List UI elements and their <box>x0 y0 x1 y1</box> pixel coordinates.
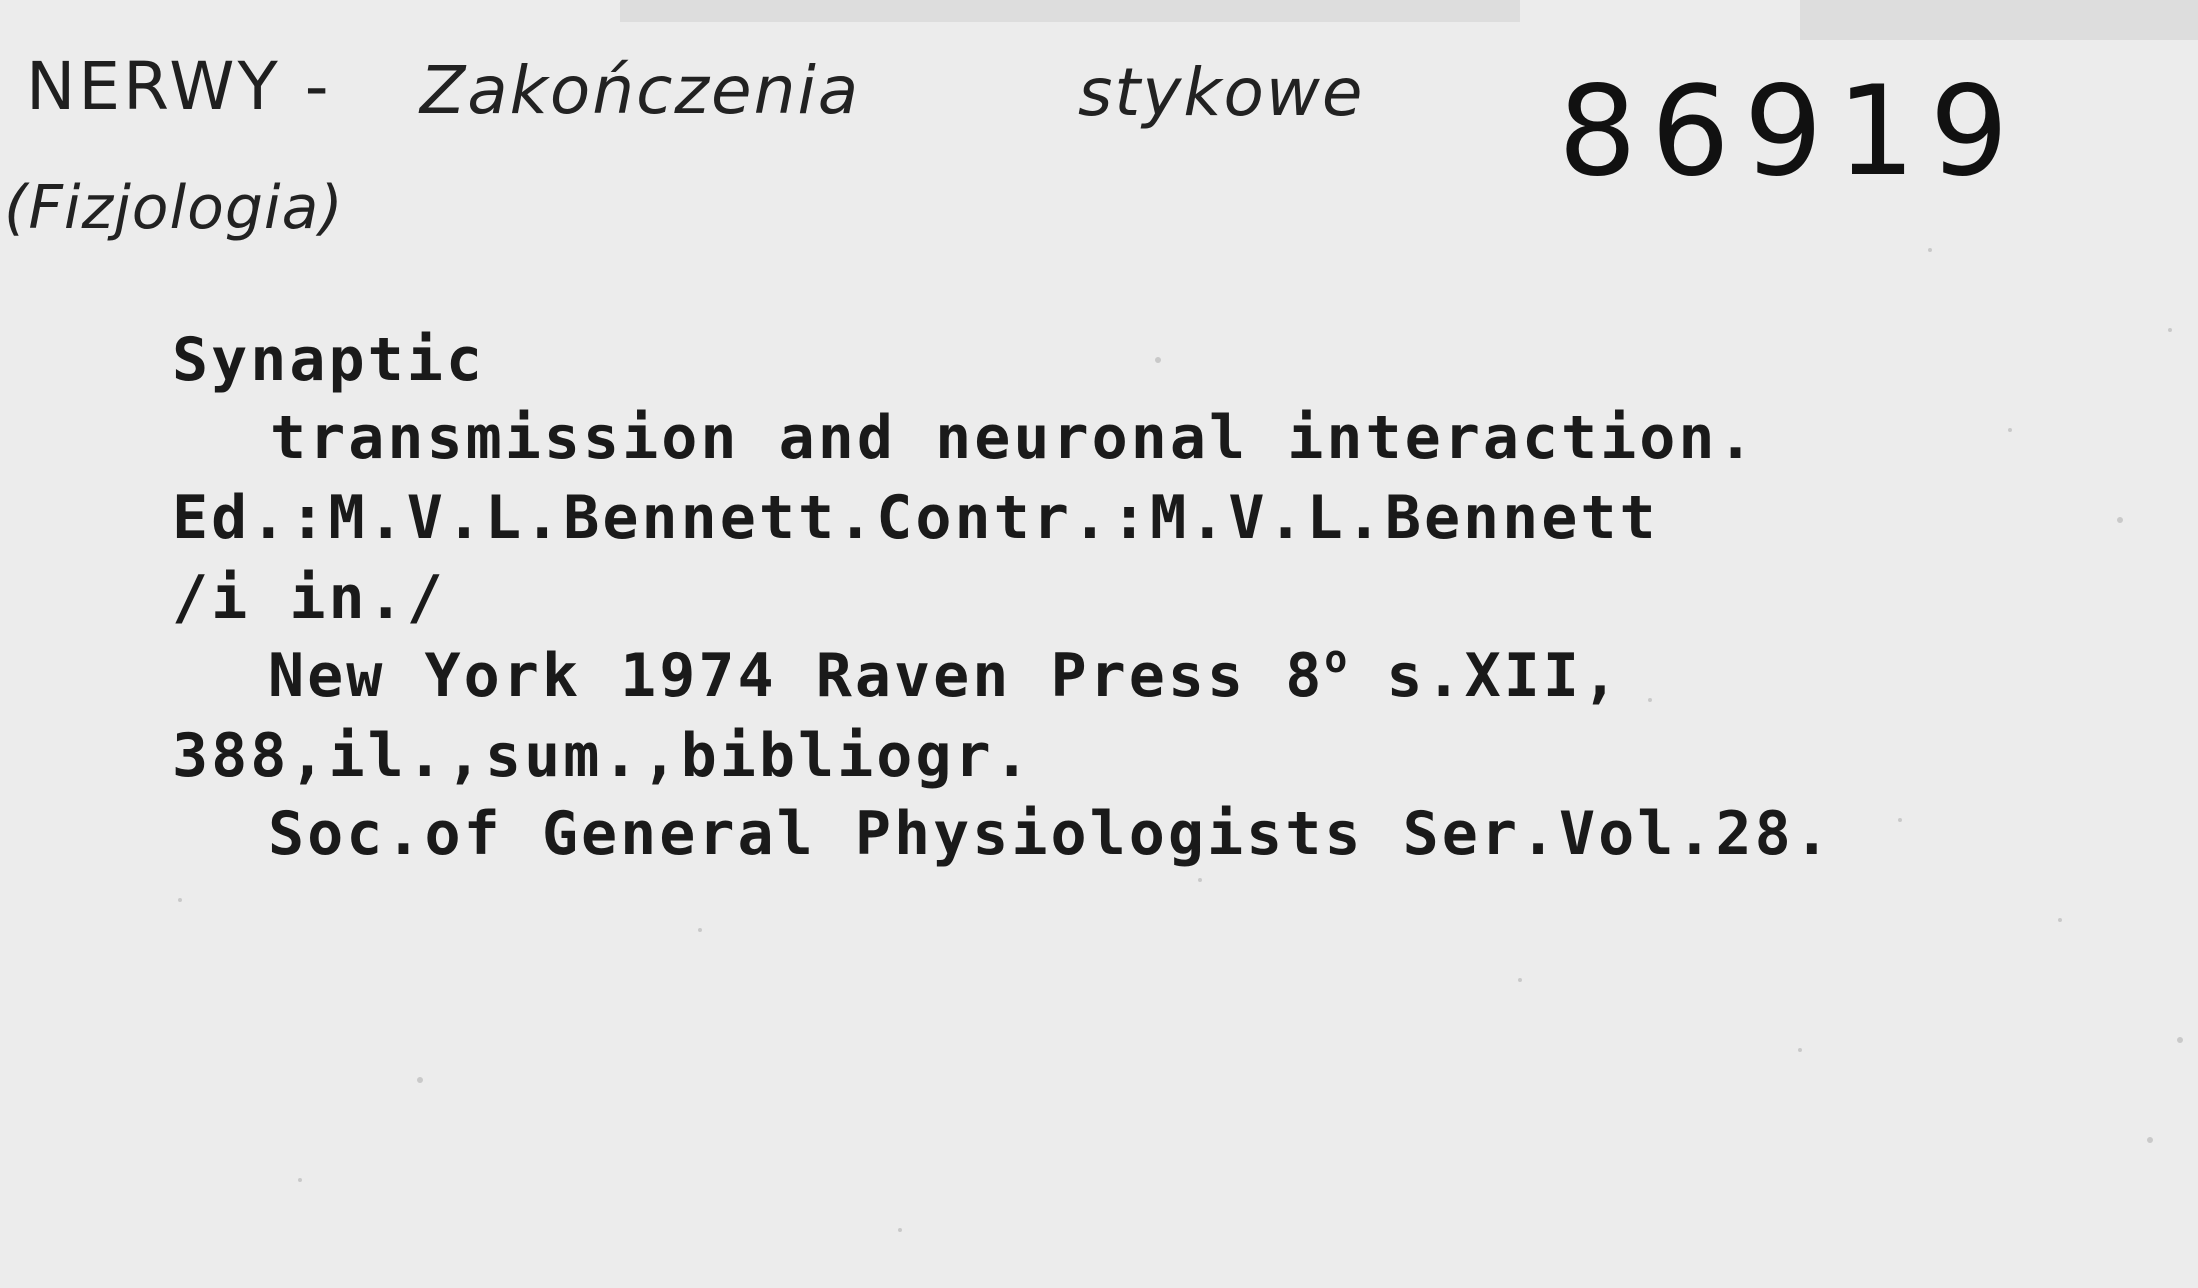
editors-line-2: /i in./ <box>172 563 446 633</box>
editors-line-1: Ed.:M.V.L.Bennett.Contr.:M.V.L.Bennett <box>172 483 1659 553</box>
subject-subdivision: (Fizjologia) <box>4 173 344 243</box>
subject-handwritten-1: Zakończenia <box>420 52 861 129</box>
imprint-text: New York 1974 Raven Press 8 <box>268 641 1325 711</box>
subject-heading: NERWY - <box>26 48 332 125</box>
title-line-1: Synaptic <box>172 325 485 395</box>
collation-line: 388,il.,sum.,bibliogr. <box>172 721 1033 791</box>
subject-handwritten-2: stykowe <box>1078 54 1365 131</box>
title-line-2: transmission and neuronal interaction. <box>270 403 1757 473</box>
call-number: 86919 <box>1558 60 2023 204</box>
imprint-pages: s.XII, <box>1347 641 1622 711</box>
imprint-line <box>268 637 1622 711</box>
format-degree: o <box>1324 637 1348 681</box>
series-line: Soc.of General Physiologists Ser.Vol.28. <box>268 799 1833 869</box>
